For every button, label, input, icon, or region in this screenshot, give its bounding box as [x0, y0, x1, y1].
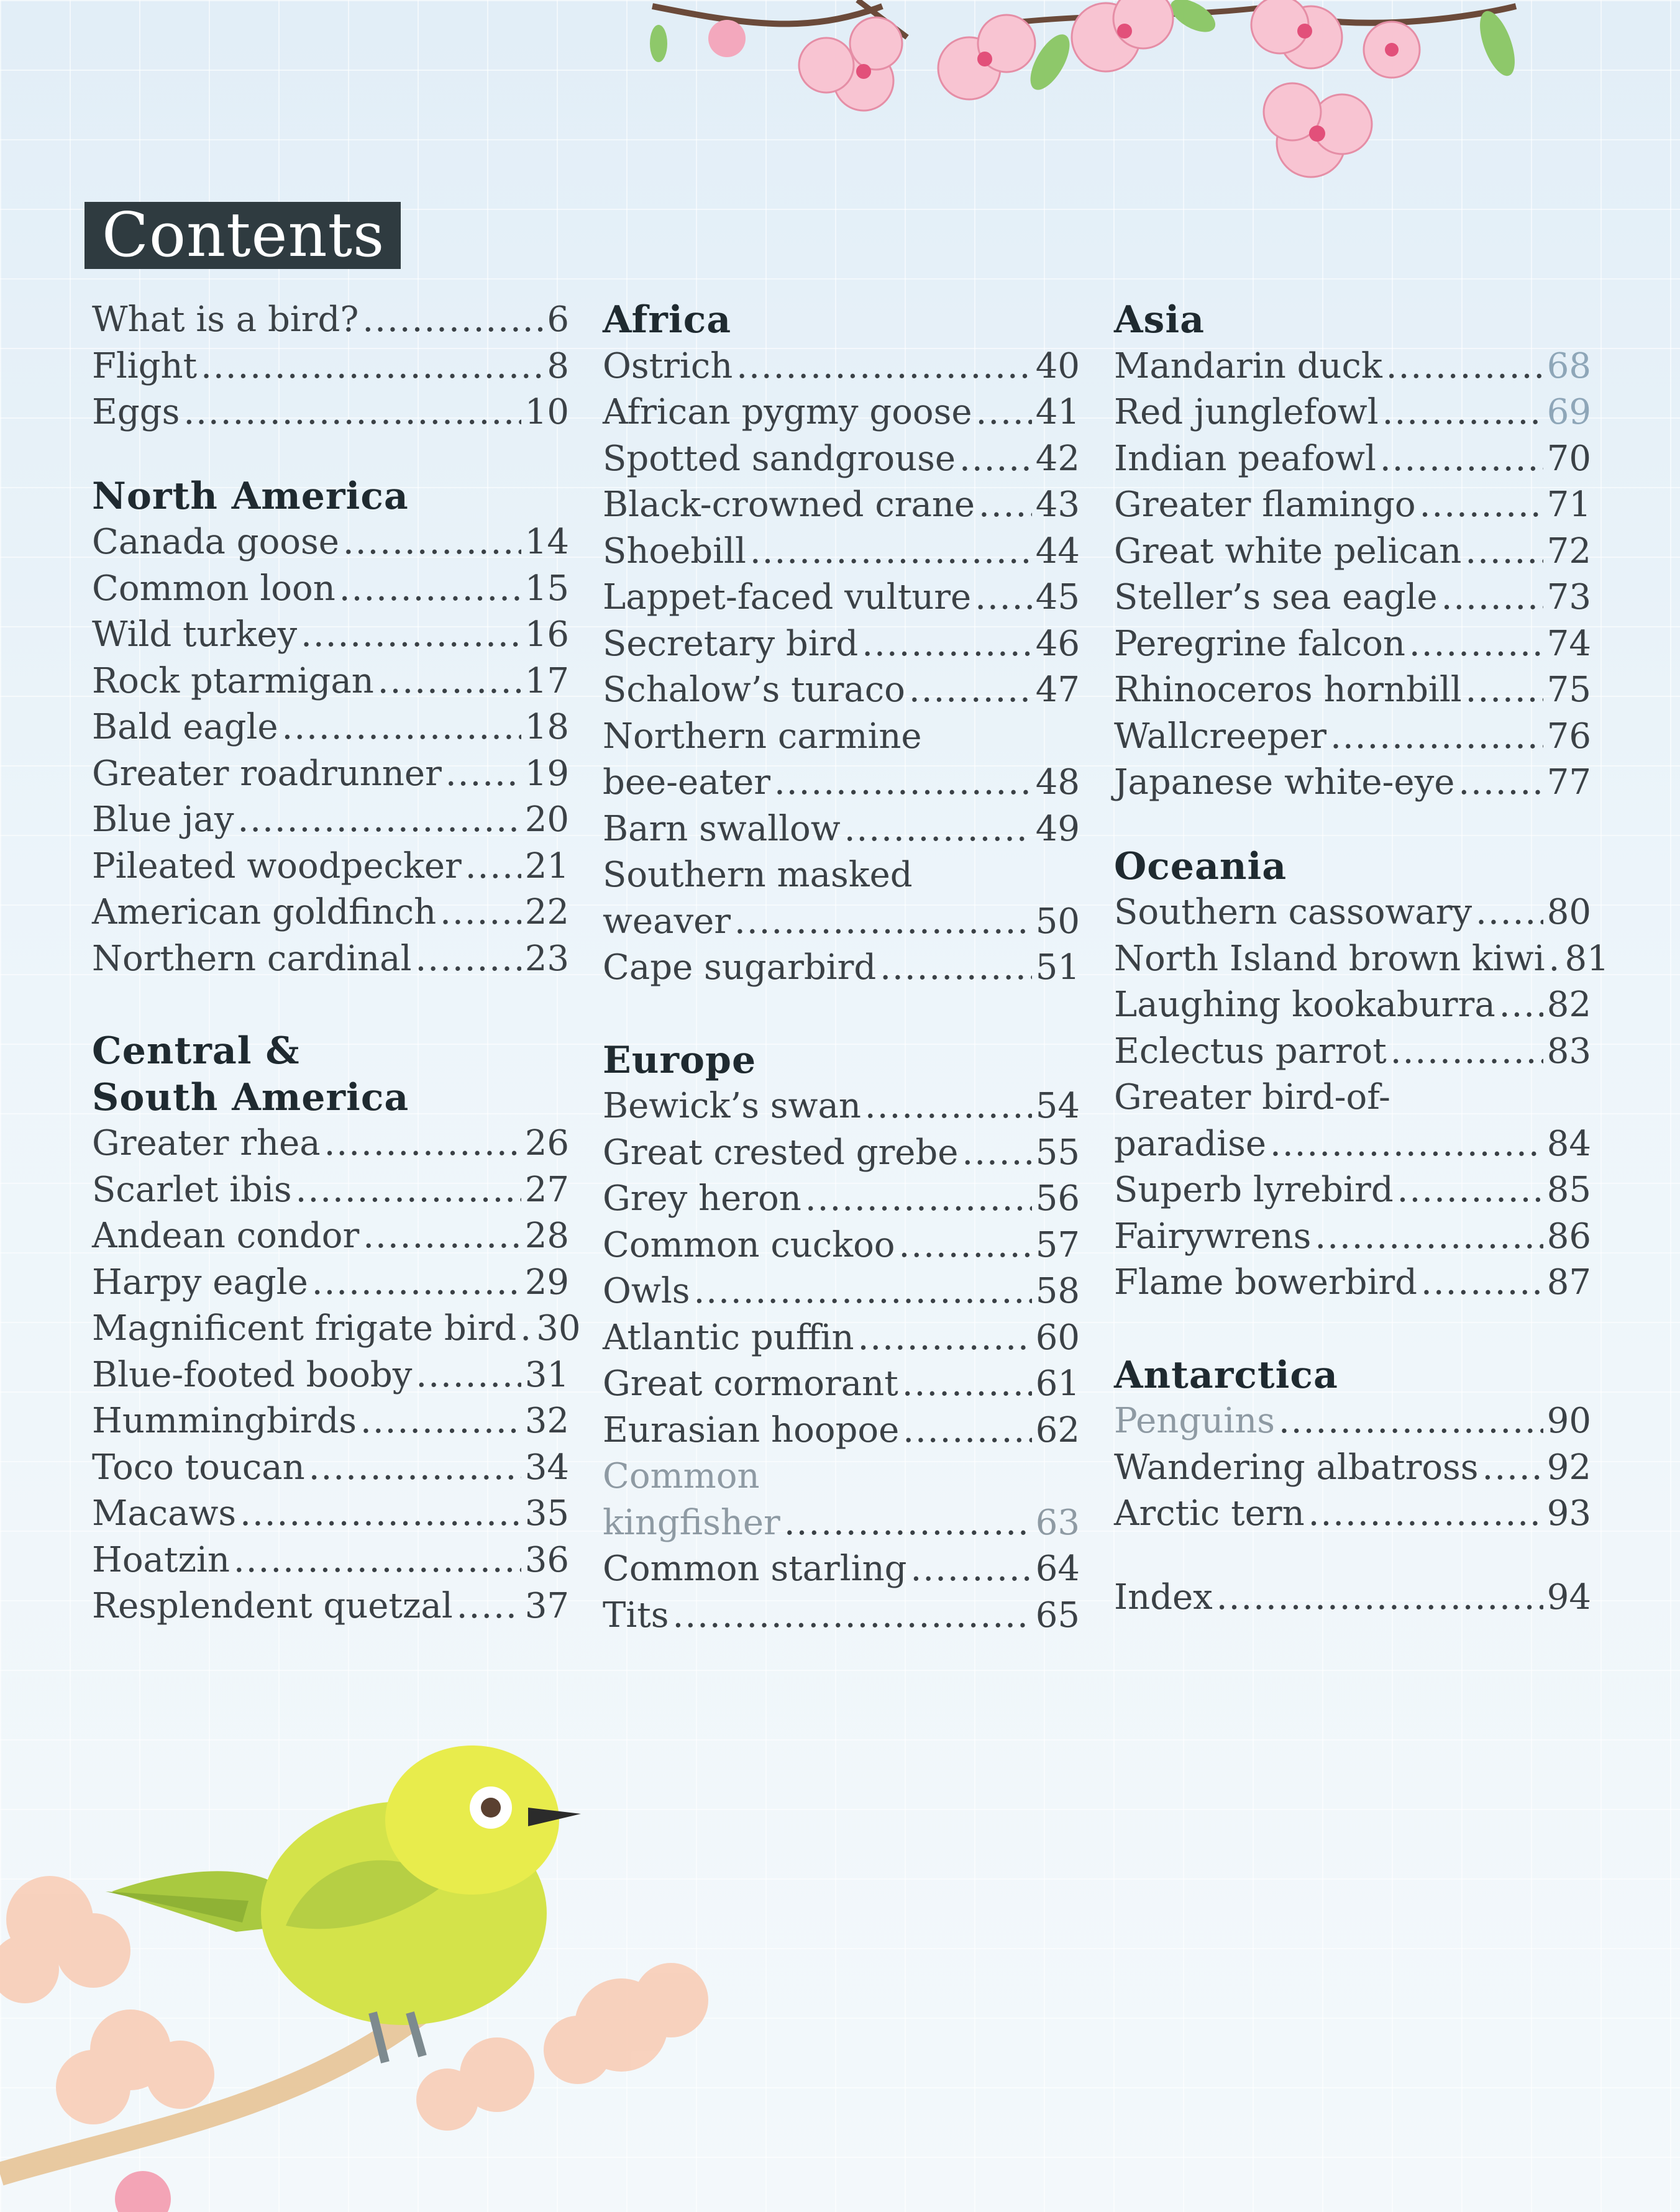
toc-entry[interactable]: Bewick’s swan ..... 54	[603, 1083, 1080, 1130]
toc-entry[interactable]: Harpy eagle ..... 29	[92, 1260, 569, 1306]
toc-entry[interactable]: Wandering albatross ..... 92	[1114, 1445, 1591, 1491]
toc-entry[interactable]: Penguins ..... 90	[1114, 1398, 1591, 1445]
toc-entry[interactable]: Great crested grebe ..... 55	[603, 1130, 1080, 1177]
toc-entry-line1[interactable]: Southern masked	[603, 855, 913, 895]
section-heading-antarctica: Antarctica	[1114, 1353, 1338, 1397]
white-eye-bird-illustration	[0, 1677, 783, 2212]
toc-entry[interactable]: Resplendent quetzal ..... 37	[92, 1583, 569, 1630]
page-title: Contents	[84, 202, 401, 269]
toc-entry[interactable]: Wild turkey ..... 16	[92, 612, 569, 658]
contents-column-right	[1114, 297, 1609, 1621]
toc-entry[interactable]: Eclectus parrot ..... 83	[1114, 1029, 1591, 1075]
toc-entry[interactable]: Canada goose ..... 14	[92, 519, 569, 566]
toc-entry-line1[interactable]: Northern carmine	[603, 716, 922, 757]
toc-entry[interactable]: Hoatzin ..... 36	[92, 1537, 569, 1584]
section-heading-central-south-america: Central &	[92, 1029, 300, 1073]
toc-entry[interactable]: Laughing kookaburra ..... 82	[1114, 982, 1591, 1029]
toc-entry[interactable]: Great cormorant ..... 61	[603, 1361, 1080, 1408]
toc-entry[interactable]: Southern cassowary ..... 80	[1114, 890, 1591, 936]
section-heading-europe: Europe	[603, 1038, 757, 1082]
toc-entry[interactable]: bee-eater ..... 48	[603, 760, 1080, 806]
toc-entry[interactable]: Superb lyrebird ..... 85	[1114, 1167, 1591, 1214]
toc-entry[interactable]: Red junglefowl ..... 69	[1114, 389, 1591, 436]
toc-entry[interactable]: Mandarin duck ..... 68	[1114, 344, 1591, 390]
toc-entry[interactable]: Eurasian hoopoe ..... 62	[603, 1408, 1080, 1454]
toc-entry[interactable]: Atlantic puffin ..... 60	[603, 1315, 1080, 1362]
toc-entry[interactable]: Steller’s sea eagle ..... 73	[1114, 575, 1591, 621]
toc-entry[interactable]: Indian peafowl ..... 70	[1114, 436, 1591, 483]
toc-entry[interactable]: Spotted sandgrouse ..... 42	[603, 436, 1080, 483]
toc-entry[interactable]: Great white pelican ..... 72	[1114, 529, 1591, 575]
toc-entry[interactable]: Blue-footed booby ..... 31	[92, 1352, 569, 1399]
contents-column-middle	[603, 297, 1080, 1639]
toc-entry[interactable]: Cape sugarbird ..... 51	[603, 945, 1080, 991]
toc-entry[interactable]: Ostrich ..... 40	[603, 344, 1080, 390]
section-heading-central-south-america-line2: South America	[92, 1075, 409, 1119]
toc-entry[interactable]: Owls ..... 58	[603, 1268, 1080, 1315]
contents-column-left	[92, 297, 581, 1630]
toc-entry[interactable]: Bald eagle ..... 18	[92, 704, 569, 751]
toc-entry[interactable]: Flame bowerbird ..... 87	[1114, 1260, 1591, 1306]
toc-entry[interactable]: What is a bird? ..... 6	[92, 297, 569, 344]
toc-entry[interactable]: Shoebill ..... 44	[603, 529, 1080, 575]
section-heading-oceania: Oceania	[1114, 844, 1287, 888]
toc-entry[interactable]: Macaws ..... 35	[92, 1491, 569, 1537]
toc-entry[interactable]: Eggs ..... 10	[92, 389, 569, 436]
toc-entry[interactable]: North Island brown kiwi ..... 81	[1114, 936, 1591, 983]
toc-entry[interactable]: Tits ..... 65	[603, 1593, 1080, 1639]
toc-entry[interactable]: paradise ..... 84	[1114, 1121, 1591, 1168]
cherry-blossom-branch-illustration	[0, 0, 1680, 211]
section-heading-north-america: North America	[92, 474, 409, 518]
toc-entry[interactable]: Black-crowned crane ..... 43	[603, 482, 1080, 529]
toc-entry[interactable]: Flight ..... 8	[92, 344, 569, 390]
section-heading-asia: Asia	[1114, 298, 1205, 342]
toc-entry[interactable]: Schalow’s turaco ..... 47	[603, 667, 1080, 714]
toc-entry[interactable]: American goldfinch ..... 22	[92, 890, 569, 936]
toc-entry[interactable]: Arctic tern ..... 93	[1114, 1491, 1591, 1537]
toc-entry[interactable]: Fairywrens ..... 86	[1114, 1214, 1591, 1260]
toc-entry[interactable]: Andean condor ..... 28	[92, 1213, 569, 1260]
toc-entry[interactable]: African pygmy goose ..... 41	[603, 389, 1080, 436]
toc-entry[interactable]: Northern cardinal ..... 23	[92, 936, 569, 983]
toc-entry[interactable]: Greater rhea ..... 26	[92, 1121, 569, 1167]
toc-entry[interactable]: Greater flamingo ..... 71	[1114, 482, 1591, 529]
toc-entry[interactable]: Magnificent frigate bird ..... 30	[92, 1306, 569, 1352]
toc-entry[interactable]: Common cuckoo ..... 57	[603, 1222, 1080, 1269]
toc-entry[interactable]: Secretary bird ..... 46	[603, 621, 1080, 668]
toc-entry[interactable]: Barn swallow ..... 49	[603, 806, 1080, 853]
toc-entry[interactable]: Blue jay ..... 20	[92, 797, 569, 844]
toc-entry[interactable]: Common loon ..... 15	[92, 566, 569, 612]
toc-entry[interactable]: Lappet-faced vulture ..... 45	[603, 575, 1080, 621]
toc-entry-line1[interactable]: Common	[603, 1456, 760, 1496]
toc-entry[interactable]: Pileated woodpecker ..... 21	[92, 844, 569, 890]
toc-entry[interactable]: Peregrine falcon ..... 74	[1114, 621, 1591, 668]
toc-entry-line1[interactable]: Greater bird-of-	[1114, 1077, 1390, 1117]
toc-entry[interactable]: Grey heron ..... 56	[603, 1176, 1080, 1222]
toc-entry[interactable]: Wallcreeper ..... 76	[1114, 714, 1591, 760]
toc-entry[interactable]: kingfisher ..... 63	[603, 1500, 1080, 1547]
toc-entry[interactable]: Japanese white-eye ..... 77	[1114, 760, 1591, 806]
toc-entry[interactable]: Greater roadrunner ..... 19	[92, 751, 569, 798]
toc-entry[interactable]: Hummingbirds ..... 32	[92, 1398, 569, 1445]
toc-entry[interactable]: Scarlet ibis ..... 27	[92, 1167, 569, 1214]
toc-entry[interactable]: Rhinoceros hornbill ..... 75	[1114, 667, 1591, 714]
toc-entry[interactable]: weaver ..... 50	[603, 899, 1080, 945]
toc-entry[interactable]: Rock ptarmigan ..... 17	[92, 658, 569, 705]
toc-entry[interactable]: Common starling ..... 64	[603, 1546, 1080, 1593]
section-heading-africa: Africa	[603, 298, 732, 342]
toc-entry[interactable]: Toco toucan ..... 34	[92, 1445, 569, 1491]
toc-entry-index[interactable]: Index ..... 94	[1114, 1575, 1591, 1621]
